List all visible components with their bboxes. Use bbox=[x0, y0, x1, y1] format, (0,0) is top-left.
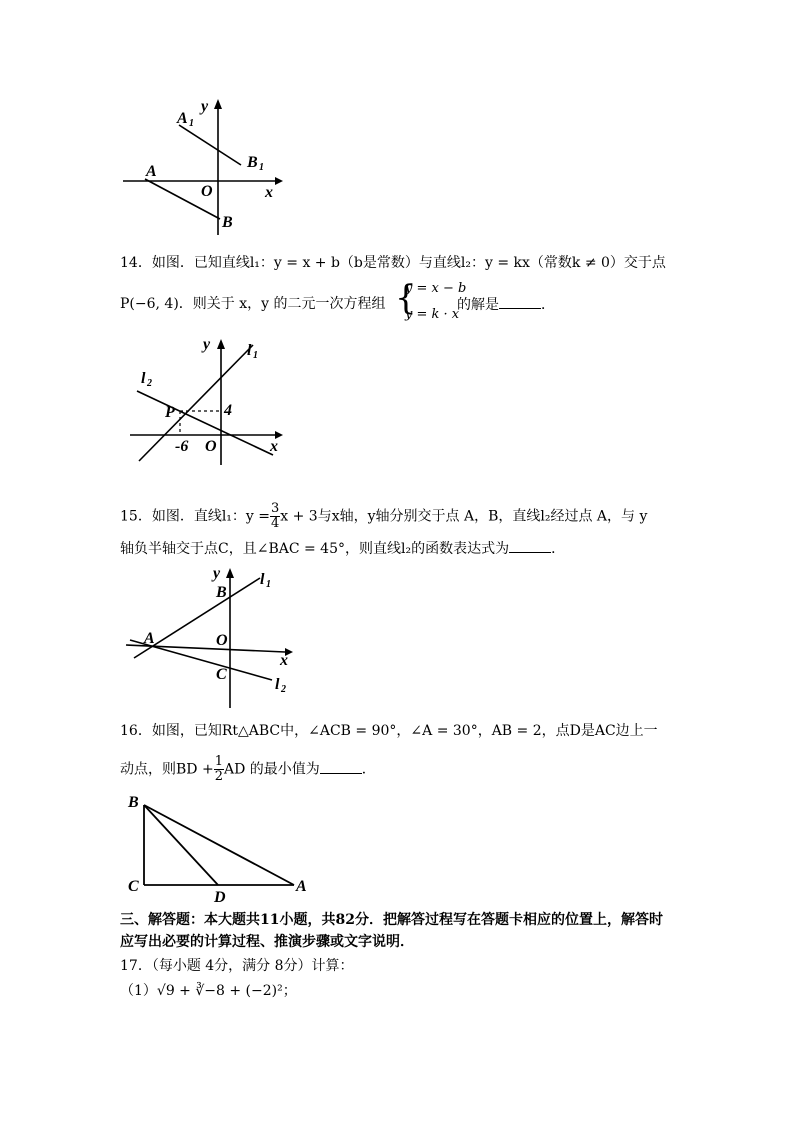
q14-line2-post: 的解是 ． bbox=[457, 294, 555, 315]
label-l1: l bbox=[260, 571, 265, 588]
label-l2: l bbox=[141, 370, 146, 387]
q17-part1: （1）√9 + ∛−8 + (−2)²； bbox=[120, 983, 297, 999]
x-axis-arrow bbox=[275, 177, 283, 185]
label-y: y bbox=[203, 336, 211, 353]
label-a: A bbox=[144, 630, 155, 647]
label-x: x bbox=[270, 438, 278, 455]
label-d: D bbox=[214, 889, 226, 906]
svg-text:1: 1 bbox=[266, 579, 271, 590]
y-axis-arrow bbox=[226, 568, 234, 578]
label-4: 4 bbox=[224, 402, 232, 419]
label-o: O bbox=[201, 183, 213, 200]
q16-line1: 16．如图，已知Rt△ABC中，∠ACB = 90°，∠A = 30°，AB = 2，点D是AC边上一 bbox=[120, 723, 658, 739]
label-b1: B bbox=[247, 154, 258, 171]
label-o: O bbox=[216, 632, 228, 649]
side-ab bbox=[144, 805, 294, 885]
svg-text:1: 1 bbox=[189, 118, 194, 129]
q14-line2 bbox=[120, 294, 386, 314]
q16-line2: 动点，则BD + $\frac{1}{2}$ AD 的最小值为 ． bbox=[120, 754, 376, 784]
svg-text:1: 1 bbox=[253, 350, 258, 361]
label-x: x bbox=[280, 652, 288, 669]
system-brace: { bbox=[395, 278, 417, 318]
label-a1: A bbox=[177, 110, 188, 127]
system-eq2: y = k · x bbox=[405, 307, 460, 322]
label-minus6: -6 bbox=[175, 438, 189, 455]
label-c: C bbox=[216, 666, 227, 683]
svg-text:1: 1 bbox=[259, 162, 264, 173]
line-a1-b1 bbox=[179, 125, 241, 165]
label-l2: l bbox=[275, 676, 280, 693]
segment-bd bbox=[144, 805, 218, 885]
figure-14-graph bbox=[125, 335, 295, 470]
label-b: B bbox=[216, 584, 227, 601]
fraction-1-2: $\frac{1}{2}$ bbox=[214, 754, 223, 784]
label-p: P bbox=[165, 404, 175, 421]
line-l1 bbox=[139, 345, 253, 461]
q14-line1: 14．如图．已知直线l₁：y = x + b（b是常数）与直线l₂：y = kx（常数k ≠ 0）交于点 bbox=[120, 255, 666, 271]
label-b: B bbox=[128, 794, 139, 811]
label-b: B bbox=[222, 214, 233, 231]
q17-title: 17．（每小题 4分，满分 8分）计算： bbox=[120, 958, 354, 974]
y-axis-arrow bbox=[217, 339, 225, 349]
label-a: A bbox=[146, 163, 157, 180]
svg-text:2: 2 bbox=[281, 684, 286, 695]
system-eq1: y = x − b bbox=[405, 281, 467, 296]
svg-text:2: 2 bbox=[147, 378, 152, 389]
q14-line2-pre: P(−6, 4)．则关于 x，y 的二元一次方程组 bbox=[120, 296, 386, 312]
answer-blank-16[interactable] bbox=[320, 759, 362, 774]
section3-line2: 应写出必要的计算过程、推演步骤或文字说明． bbox=[120, 934, 414, 950]
label-x: x bbox=[265, 184, 273, 201]
y-axis-arrow bbox=[214, 99, 222, 109]
label-o: O bbox=[205, 438, 217, 455]
answer-blank-14[interactable] bbox=[499, 294, 541, 309]
section3-line1: 三、解答题：本大题共11小题，共82分．把解答过程写在答题卡相应的位置上，解答时 bbox=[120, 912, 663, 928]
q15-line1: 15．如图．直线l₁：y = $\frac{3}{4}$ x + 3与x轴，y轴分别交于点 A，B，直线l₂经过点 A，与 y bbox=[120, 501, 648, 531]
label-l1: l bbox=[247, 342, 252, 359]
figure-13-graph bbox=[115, 95, 295, 245]
fraction-3-4: $\frac{3}{4}$ bbox=[271, 501, 280, 531]
label-a: A bbox=[296, 878, 307, 895]
label-y: y bbox=[201, 98, 209, 115]
answer-blank-15[interactable] bbox=[509, 538, 551, 553]
label-c: C bbox=[128, 878, 139, 895]
figure-15-graph bbox=[120, 562, 300, 712]
q15-line2: 轴负半轴交于点C，且∠BAC = 45°，则直线l₂的函数表达式为 ． bbox=[120, 538, 565, 559]
figure-16-triangle bbox=[120, 790, 320, 905]
label-y: y bbox=[213, 565, 221, 582]
